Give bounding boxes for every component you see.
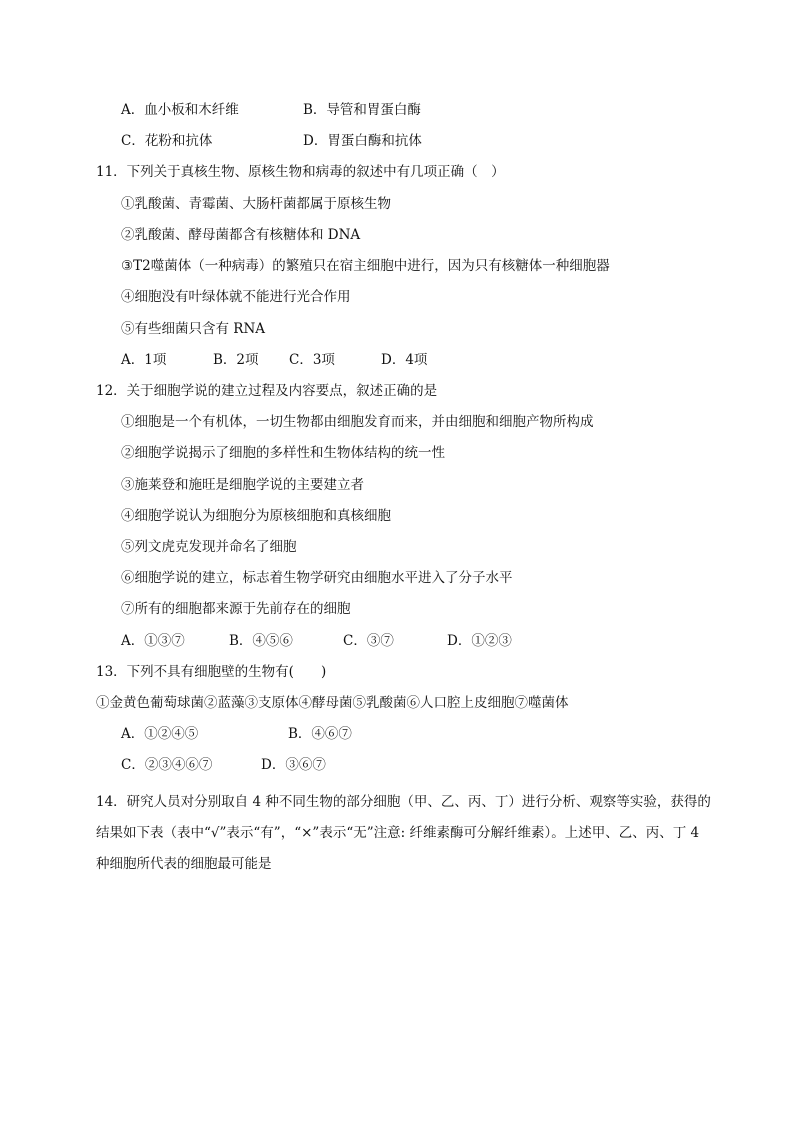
- q12-stem: 12．关于细胞学说的建立过程及内容要点，叙述正确的是: [96, 383, 438, 399]
- q14-stem: 14．研究人员对分别取自 4 种不同生物的部分细胞（甲、乙、丙、丁）进行分析、观察等实验，获得的结果如下表（表中“√”表示“有”，“×”表示“无”注意: 纤维素酶可分解纤维素）。上述甲、乙、丙、丁 4 种细胞所代表的细胞最可能是: [96, 794, 711, 872]
- q13-option-c: C．②③④⑥⑦: [121, 757, 213, 773]
- q11-item-1: ①乳酸菌、青霉菌、大肠杆菌都属于原核生物: [121, 196, 391, 212]
- q11-item-5: ⑤有些细菌只含有 RNA: [121, 321, 266, 337]
- q11-stem: 11．下列关于真核生物、原核生物和病毒的叙述中有几项正确（ ）: [96, 164, 505, 180]
- q12-item-1: ①细胞是一个有机体，一切生物都由细胞发育而来，并由细胞和细胞产物所构成: [121, 414, 594, 430]
- q11-option-d: D．4项: [381, 352, 428, 368]
- q11-option-b: B．2项: [213, 352, 259, 368]
- q13-option-b: B．④⑥⑦: [288, 726, 352, 742]
- q11-item-4: ④细胞没有叶绿体就不能进行光合作用: [121, 289, 351, 305]
- q12-option-d: D．①②③: [447, 633, 512, 649]
- q13-option-a: A．①②④⑤: [121, 726, 199, 742]
- q12-item-4: ④细胞学说认为细胞分为原核细胞和真核细胞: [121, 508, 391, 524]
- q12-option-a: A．①③⑦: [121, 633, 185, 649]
- q10-option-d: D．胃蛋白酶和抗体: [303, 133, 422, 149]
- q12-option-b: B．④⑤⑥: [229, 633, 293, 649]
- q10-option-c: C．花粉和抗体: [121, 133, 213, 149]
- q12-item-2: ②细胞学说揭示了细胞的多样性和生物体结构的统一性: [121, 445, 445, 461]
- q11-option-c: C．3项: [289, 352, 335, 368]
- q12-item-5: ⑤列文虎克发现并命名了细胞: [121, 539, 297, 555]
- q12-item-6: ⑥细胞学说的建立，标志着生物学研究由细胞水平进入了分子水平: [121, 570, 513, 586]
- q12-item-7: ⑦所有的细胞都来源于先前存在的细胞: [121, 601, 351, 617]
- q13-option-d: D．③⑥⑦: [261, 757, 326, 773]
- q11-option-a: A．1项: [121, 352, 167, 368]
- q10-option-b: B．导管和胃蛋白酶: [303, 102, 421, 118]
- q10-option-a: A．血小板和木纤维: [121, 102, 239, 118]
- q13-organism-list: ①金黄色葡萄球菌②蓝藻③支原体④酵母菌⑤乳酸菌⑥人口腔上皮细胞⑦噬菌体: [96, 695, 569, 711]
- q12-item-3: ③施莱登和施旺是细胞学说的主要建立者: [121, 477, 364, 493]
- q11-item-3: ③T2噬菌体（一种病毒）的繁殖只在宿主细胞中进行，因为只有核糖体一种细胞器: [121, 258, 610, 274]
- q13-stem: 13．下列不具有细胞壁的生物有( ): [96, 664, 327, 680]
- q11-item-2: ②乳酸菌、酵母菌都含有核糖体和 DNA: [121, 227, 361, 243]
- q12-option-c: C．③⑦: [343, 633, 394, 649]
